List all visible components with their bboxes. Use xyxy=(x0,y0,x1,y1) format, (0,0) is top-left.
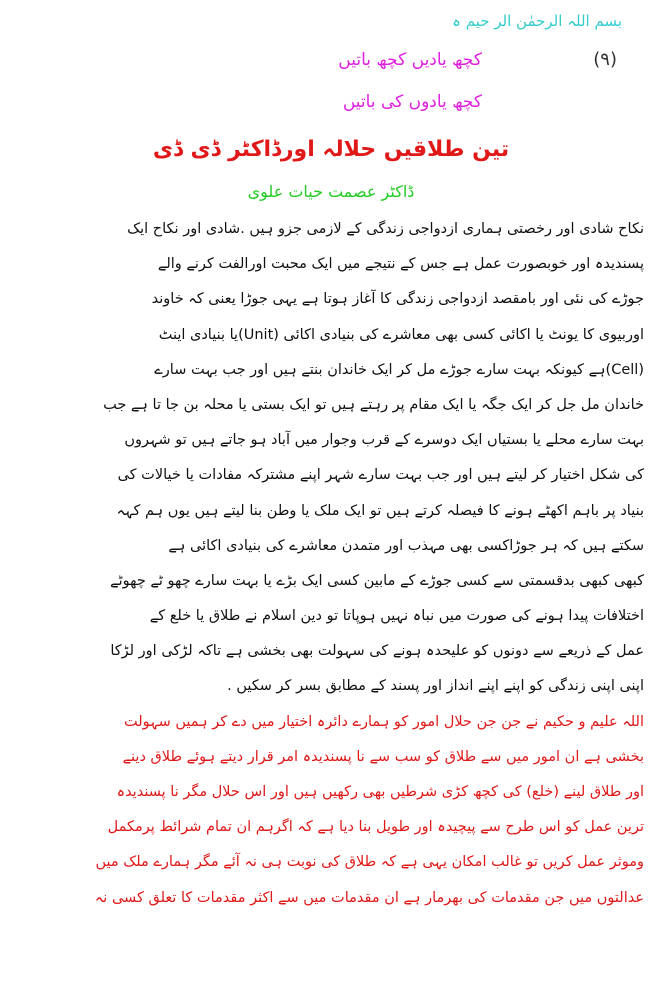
body-line: سکتے ہیں کہ ہر جوڑاکسی بھی مہذب اور متمدن معاشرے کی بنیادی اکائی ہے xyxy=(168,537,644,554)
body-line: نکاح شادی اور رخصتی ہماری ازدواجی زندگی کے لازمی جزو ہیں .شادی اور نکاح ایک xyxy=(127,221,644,237)
body-line: بخشی ہے ان امور میں سے طلاق کو سب سے نا پسندیدہ امر قرار دیتے ہوئے طلاق دینے xyxy=(122,748,644,765)
series-subtitle: کچھ یادوں کی باتیں xyxy=(342,92,482,112)
body-line: اور طلاق لینے (خلع) کی کچھ کڑی شرطیں بھی رکھیں ہیں اور اس حلال مگر نا پسندیدہ xyxy=(116,784,644,800)
body-line: پسندیدہ اور خوبصورت عمل ہے جس کے نتیجے میں ایک محبت اورالفت کرنے والے xyxy=(157,256,644,273)
body-line: اختلافات پیدا ہونے کی صورت میں نباہ نہیں ہوپاتا تو دین اسلام نے طلاق یا خلع کے xyxy=(149,608,644,625)
body-line: جوڑے کی نئی اور بامقصد ازدواجی زندگی کا آغاز ہوتا ہے یہی جوڑا یعنی کہ خاوند xyxy=(151,291,644,308)
body-line: وموثر عمل کریں تو غالب امکان یہی ہے کہ طلاق کی نوبت ہی نہ آئے مگر ہمارے ملک میں xyxy=(95,854,644,871)
body-line: کی شکل اختیار کر لیتے ہیں اور جب بہت سارے شہر اپنے مشترکہ مفادات یا خیالات کی xyxy=(117,467,644,484)
body-line: بہت سارے محلے یا بستیاں ایک دوسرے کے قرب وجوار میں آباد ہو جاتے ہیں تو شہروں xyxy=(124,432,644,449)
body-line: (Cell)ہے کیونکہ بہت سارے جوڑے مل کر ایک خاندان بنتے ہیں اور جب بہت سارے xyxy=(154,361,644,378)
body-line: عدالتوں میں جن مقدمات کی بھرمار ہے ان مقدمات میں سے اکثر مقدمات کا تعلق کسی نہ xyxy=(94,889,644,906)
body-line: ترین عمل کو اس طرح سے پیچیدہ اور طویل بنا دیا ہے کہ اگرہم ان تمام شرائط پرمکمل xyxy=(107,819,644,836)
body-line: کبھی کبھی بدقسمتی سے کسی جوڑے کے مابین کسی ایک بڑے یا بہت سارے چھو ٹے چھوٹے xyxy=(110,572,644,589)
body-line: خاندان مل جل کر ایک جگہ یا ایک مقام پر رہتے ہیں تو ایک بستی یا محلہ بن جا تا ہے جب xyxy=(103,396,644,413)
series-number: (۹) xyxy=(593,49,617,70)
body-line: اپنی اپنی زندگی کو اپنے اپنے انداز اور پسند کے مطابق بسر کر سکیں . xyxy=(227,678,644,695)
body-line: عمل کے ذریعے سے دونوں کو علیحدہ ہونے کی سہولت بھی بخشی ہے تاکہ لڑکی اور لڑکا xyxy=(110,643,644,660)
body-line: اللہ علیم و حکیم نے جن جن حلال امور کو ہمارے دائرہ اختیار میں دے کر ہمیں سہولت xyxy=(123,713,644,730)
article-body xyxy=(18,212,644,916)
bismillah-heading: بسم اللہ الرحمٰن الر حیم ہ xyxy=(452,12,622,30)
author-name: ڈاکٹر عصمت حیات علوی xyxy=(247,182,415,201)
body-line: بنیاد پر باہم اکھٹے ہونے کا فیصلہ کرتے ہیں تو ایک ملک یا وطن بنا لیتے ہیں یوں ہم کہہ xyxy=(116,502,644,519)
body-line: اوربیوی کا یونٹ یا اکائی کسی بھی معاشرے کی بنیادی اکائی (Unit)یا بنیادی اینٹ xyxy=(158,326,644,343)
series-title: کچھ یادیں کچھ باتیں xyxy=(338,50,482,70)
article-title: تین طلاقیں حلالہ اورڈاکٹر ڈی ڈی xyxy=(152,137,510,162)
series-header xyxy=(40,46,622,74)
